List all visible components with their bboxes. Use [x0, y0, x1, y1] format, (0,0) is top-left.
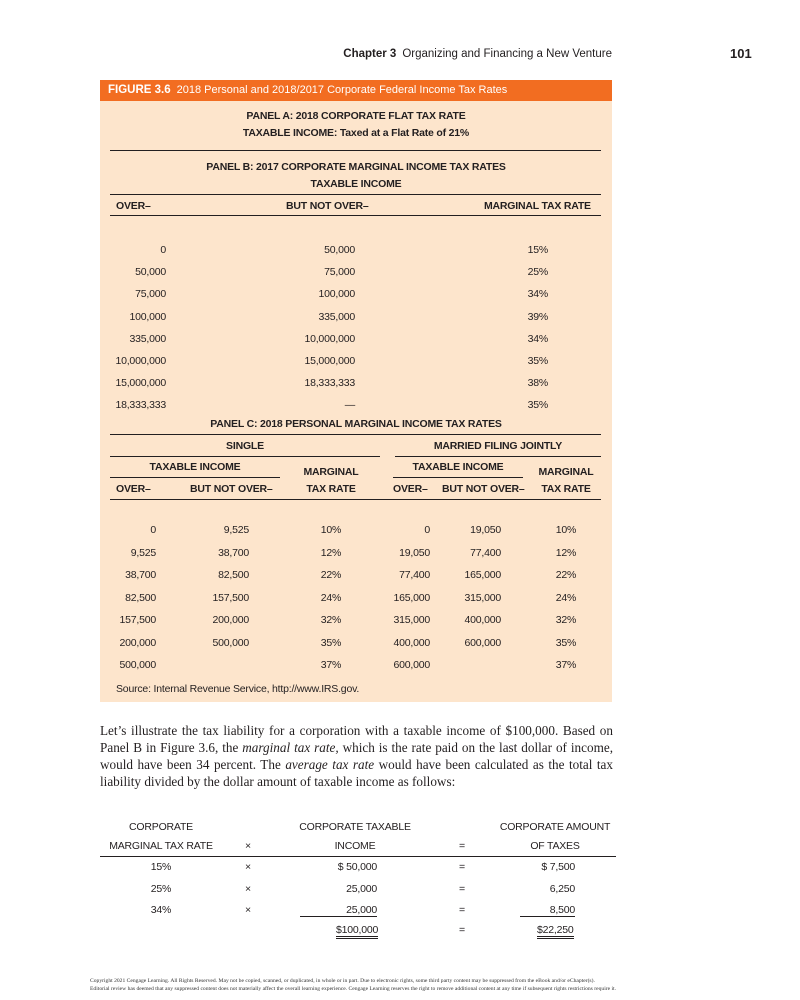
- calc-taxes-cell: 8,500: [520, 904, 575, 917]
- panel-c-single-but-not-over-cell: 38,700: [218, 546, 249, 559]
- panel-b-over-cell: 18,333,333: [115, 399, 166, 412]
- panel-c-single-marginal: MARGINAL: [303, 466, 359, 478]
- panel-c-married-but-not-over-cell: 19,050: [470, 524, 501, 536]
- panel-b-subtitle: TAXABLE INCOME: [310, 178, 402, 190]
- calc-header-rule: [100, 856, 616, 857]
- calc-taxes-cell: $ 7,500: [541, 861, 575, 873]
- panel-c-married-over-cell: 400,000: [393, 636, 430, 649]
- panel-c-single-over-cell: 9,525: [130, 546, 156, 559]
- panel-c-single-rate-cell: 32%: [320, 614, 342, 626]
- panel-b-over-cell: 10,000,000: [115, 355, 166, 367]
- calc-rate-cell: 34%: [150, 904, 172, 916]
- panel-c-single-over-cell: 82,500: [125, 591, 156, 604]
- panel-c-married-but-not-over-cell: 77,400: [470, 546, 501, 559]
- panel-b-header-rule-top: [110, 194, 601, 195]
- panel-c-rule-top: [110, 434, 601, 435]
- panel-b-col-marginal-rate: MARGINAL TAX RATE: [484, 200, 591, 212]
- panel-c-married-marginal: MARGINAL: [538, 466, 594, 478]
- body-emphasis-average: average tax rate: [285, 757, 375, 772]
- panel-a-subtitle: TAXABLE INCOME: Taxed at a Flat Rate of 21%: [242, 127, 470, 139]
- panel-b-but-not-over-cell: 10,000,000: [304, 332, 355, 345]
- chapter-title: Organizing and Financing a New Venture: [402, 48, 612, 60]
- panel-b-over-cell: 0: [160, 244, 166, 256]
- calc-equals-cell: =: [459, 861, 465, 873]
- panel-c-married-rule: [395, 456, 601, 457]
- calc-col3-header-1: CORPORATE AMOUNT: [499, 821, 611, 833]
- panel-divider: [110, 150, 601, 151]
- body-text-part2: which is the rate paid on the last dollar of income, would have been 34 percent. The: [100, 740, 613, 772]
- body-text-part1: Let’s illustrate the tax liability for a corporation with a taxable income of $100,000. Based on Panel B in Figure 3.6, the: [100, 723, 613, 755]
- panel-c-married-rate-cell: 37%: [555, 659, 577, 671]
- panel-b-rate-cell: 34%: [527, 288, 548, 301]
- panel-c-single-rate-cell: 35%: [320, 636, 342, 649]
- panel-c-married-over-cell: 19,050: [399, 546, 430, 559]
- body-text-part3: would have been calculated as the total tax liability divided by the dollar amount of taxable income as follows:: [100, 757, 613, 789]
- calc-times-sign: ×: [245, 840, 251, 852]
- panel-c-married-over-cell: 77,400: [399, 569, 430, 581]
- calc-total-income: $100,000: [336, 924, 378, 936]
- panel-c-single-rate-cell: 22%: [320, 569, 342, 581]
- panel-b-rate-cell: 25%: [527, 266, 548, 279]
- calc-rate-cell: 15%: [150, 861, 172, 873]
- panel-b-over-cell: 75,000: [135, 288, 166, 301]
- calc-col1-header-2: MARGINAL TAX RATE: [109, 840, 213, 852]
- panel-c-married-income-rule: [393, 477, 523, 478]
- panel-b-over-cell: 100,000: [129, 310, 166, 323]
- panel-c-single-taxable-income: TAXABLE INCOME: [149, 461, 241, 473]
- panel-b-col-but-not-over: BUT NOT OVER–: [286, 200, 369, 212]
- panel-b-title: PANEL B: 2017 CORPORATE MARGINAL INCOME TAX RATES: [206, 161, 506, 173]
- panel-c-married-over-cell: 315,000: [393, 614, 430, 626]
- panel-c-married-but-not-over: BUT NOT OVER–: [442, 483, 525, 495]
- panel-c-single-but-not-over-cell: 82,500: [218, 569, 249, 581]
- panel-c-married-but-not-over-cell: 600,000: [464, 636, 501, 649]
- panel-c-single-over: OVER–: [116, 483, 151, 495]
- panel-b-over-cell: 335,000: [129, 332, 166, 345]
- panel-c-single-rate-cell: 12%: [320, 546, 342, 559]
- panel-c-single-but-not-over-cell: 157,500: [212, 591, 249, 604]
- calc-income-cell: $ 50,000: [337, 861, 377, 873]
- panel-c-married-rate-cell: 12%: [555, 546, 577, 559]
- panel-b-rate-cell: 39%: [527, 310, 548, 323]
- calc-col2-header-1: CORPORATE TAXABLE: [299, 821, 411, 833]
- panel-c-single-but-not-over-cell: 200,000: [212, 614, 249, 626]
- panel-c-married-rate-cell: 32%: [555, 614, 577, 626]
- panel-b-rate-cell: 35%: [527, 355, 548, 367]
- panel-c-title: PANEL C: 2018 PERSONAL MARGINAL INCOME TAX RATES: [210, 418, 502, 430]
- panel-c-single-income-rule: [110, 477, 280, 478]
- panel-b-but-not-over-cell: 75,000: [324, 266, 355, 279]
- panel-c-single-over-cell: 38,700: [125, 569, 156, 581]
- calc-income-cell: 25,000: [346, 882, 377, 895]
- panel-c-married-over-cell: 165,000: [393, 591, 430, 604]
- panel-c-single-label: SINGLE: [226, 440, 264, 452]
- panel-c-married-but-not-over-cell: 315,000: [464, 591, 501, 604]
- panel-c-married-label: MARRIED FILING JOINTLY: [433, 440, 563, 452]
- panel-c-single-over-cell: 157,500: [119, 614, 156, 626]
- figure-title: 2018 Personal and 2018/2017 Corporate Federal Income Tax Rates: [176, 84, 508, 96]
- panel-c-married-rate-cell: 22%: [555, 569, 577, 581]
- calc-total-equals: =: [459, 924, 465, 936]
- panel-b-but-not-over-cell: 15,000,000: [304, 355, 355, 367]
- body-paragraph: [100, 722, 613, 790]
- panel-c-married-but-not-over-cell: 400,000: [464, 614, 501, 626]
- panel-b-but-not-over-cell: —: [344, 399, 355, 412]
- panel-b-but-not-over-cell: 335,000: [318, 310, 355, 323]
- calc-col2-header-2: INCOME: [334, 840, 376, 852]
- calc-times-cell: ×: [245, 861, 251, 873]
- panel-c-married-rate-cell: 24%: [555, 591, 577, 604]
- panel-b-over-cell: 15,000,000: [115, 377, 166, 390]
- panel-b-but-not-over-cell: 100,000: [318, 288, 355, 301]
- panel-a-title: PANEL A: 2018 CORPORATE FLAT TAX RATE: [246, 110, 466, 122]
- calc-taxes-cell: 6,250: [549, 882, 575, 895]
- page-number: 101: [730, 46, 752, 61]
- panel-b-rate-cell: 38%: [527, 377, 548, 390]
- panel-b-rate-cell: 35%: [527, 399, 548, 412]
- calc-col1-header-1: CORPORATE: [129, 821, 193, 833]
- calc-times-cell: ×: [245, 904, 251, 916]
- panel-c-single-but-not-over-cell: 9,525: [223, 524, 249, 536]
- panel-c-single-over-cell: 500,000: [119, 659, 156, 671]
- panel-c-single-rate-cell: 10%: [320, 524, 342, 536]
- panel-c-married-over-cell: 0: [424, 524, 430, 536]
- copyright-line-2: Editorial review has deemed that any suppressed content does not materially affect the overall learning experience. Cengage Learning reserves the right to remove additional content at any time if subsequent rights restrictions require it.: [90, 986, 616, 992]
- panel-c-married-over-cell: 600,000: [393, 659, 430, 671]
- panel-c-header-rule-bottom: [110, 499, 601, 500]
- figure-title-bar: [100, 80, 612, 101]
- calc-equals-cell: =: [459, 882, 465, 895]
- panel-c-married-but-not-over-cell: 165,000: [464, 569, 501, 581]
- panel-c-married-rate-cell: 35%: [555, 636, 577, 649]
- calc-total-taxes: $22,250: [537, 924, 574, 936]
- panel-b-rate-cell: 34%: [527, 332, 548, 345]
- panel-c-married-over: OVER–: [393, 483, 428, 495]
- panel-b-header-rule-bottom: [110, 215, 601, 216]
- panel-b-rate-cell: 15%: [527, 244, 548, 256]
- figure-label: FIGURE 3.6: [108, 84, 171, 96]
- panel-c-single-but-not-over: BUT NOT OVER–: [190, 483, 273, 495]
- calc-col3-header-2: OF TAXES: [530, 840, 580, 852]
- calc-rate-cell: 25%: [150, 882, 172, 895]
- figure-source: Source: Internal Revenue Service, http://www.IRS.gov.: [116, 683, 360, 695]
- running-header: [0, 48, 612, 60]
- panel-c-single-over-cell: 0: [150, 524, 156, 536]
- panel-c-married-taxable-income: TAXABLE INCOME: [412, 461, 504, 473]
- calc-equals-cell: =: [459, 904, 465, 916]
- panel-b-but-not-over-cell: 18,333,333: [304, 377, 355, 390]
- body-emphasis-marginal: marginal tax rate,: [242, 740, 339, 755]
- panel-b-but-not-over-cell: 50,000: [324, 244, 355, 256]
- panel-c-single-tax-rate: TAX RATE: [306, 483, 356, 495]
- panel-b-col-over: OVER–: [116, 200, 151, 212]
- calc-income-cell: 25,000: [300, 904, 377, 917]
- copyright-line-1: Copyright 2021 Cengage Learning. All Rights Reserved. May not be copied, scanned, or duplicated, in whole or in part. Due to electronic rights, some third party content may be suppressed from the eBook and/or eChapter(s).: [90, 978, 595, 984]
- calc-times-cell: ×: [245, 882, 251, 895]
- panel-c-single-but-not-over-cell: 500,000: [212, 636, 249, 649]
- panel-c-single-rate-cell: 24%: [320, 591, 342, 604]
- chapter-label: Chapter 3: [343, 48, 397, 60]
- panel-b-over-cell: 50,000: [135, 266, 166, 279]
- panel-c-single-over-cell: 200,000: [119, 636, 156, 649]
- panel-c-single-rate-cell: 37%: [320, 659, 342, 671]
- panel-c-single-rule: [110, 456, 380, 457]
- calc-equals-sign: =: [459, 840, 465, 852]
- panel-c-married-rate-cell: 10%: [555, 524, 577, 536]
- panel-c-married-tax-rate: TAX RATE: [541, 483, 591, 495]
